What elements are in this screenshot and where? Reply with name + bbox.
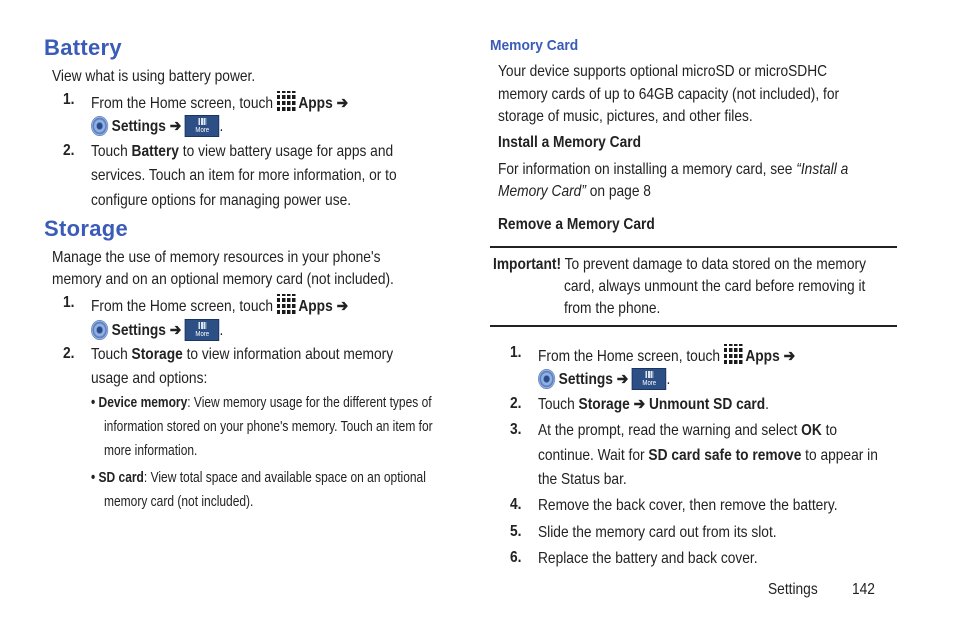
step-text: Touch bbox=[538, 396, 579, 413]
apps-grid-icon bbox=[277, 91, 296, 113]
memory-card-intro-line-3: storage of music, pictures, and other files. bbox=[498, 108, 753, 125]
remove-step-3-line-2 bbox=[538, 446, 878, 466]
remove-step-6-number: 6. bbox=[510, 549, 522, 566]
apps-label: Apps ➔ bbox=[745, 348, 796, 365]
sd-card-line-2: memory card (not included). bbox=[104, 493, 254, 510]
remove-step-3-number: 3. bbox=[510, 421, 522, 438]
footer-section: Settings bbox=[768, 581, 818, 598]
period: . bbox=[765, 396, 769, 413]
remove-step-3-line-3: the Status bar. bbox=[538, 471, 627, 488]
apps-label: Apps ➔ bbox=[298, 95, 349, 112]
storage-intro-line-1: Manage the use of memory resources in your phone's bbox=[52, 249, 381, 266]
step-text: From the Home screen, touch bbox=[538, 348, 724, 365]
important-label: Important! bbox=[493, 256, 562, 273]
settings-label: Settings ➔ bbox=[558, 371, 629, 388]
period: . bbox=[219, 322, 224, 339]
settings-gear-icon bbox=[91, 320, 108, 340]
battery-heading: Battery bbox=[44, 35, 122, 60]
remove-step-1-number: 1. bbox=[510, 344, 522, 361]
step-text: Touch bbox=[91, 143, 132, 160]
step-text: At the prompt, read the warning and select bbox=[538, 422, 802, 439]
more-icon: More bbox=[185, 319, 219, 341]
important-text: To prevent damage to data stored on the memory bbox=[561, 256, 866, 273]
important-top-rule bbox=[490, 246, 897, 248]
step-text: From the Home screen, touch bbox=[91, 298, 277, 315]
memory-card-heading: Memory Card bbox=[490, 37, 579, 54]
bullet-text: : View memory usage for the different types of bbox=[187, 394, 432, 411]
step-text: Touch bbox=[91, 346, 132, 363]
battery-step-1-line-2 bbox=[91, 115, 223, 137]
install-text-a: For information on installing a memory card, see bbox=[498, 161, 797, 178]
battery-term: Battery bbox=[131, 143, 179, 160]
battery-step-2-line-3: configure options for managing power use. bbox=[91, 192, 352, 209]
storage-intro-line-2: memory and on an optional memory card (not included). bbox=[52, 271, 394, 288]
battery-step-1-number: 1. bbox=[63, 91, 75, 108]
storage-term: Storage bbox=[131, 346, 183, 363]
battery-step-2-line-2: services. Touch an item for more information, or to bbox=[91, 167, 397, 184]
device-memory-bullet bbox=[91, 394, 432, 412]
storage-step-1-number: 1. bbox=[63, 294, 75, 311]
settings-gear-icon bbox=[91, 116, 108, 136]
install-heading: Install a Memory Card bbox=[498, 134, 642, 151]
important-line-2: card, always unmount the card before removing it bbox=[564, 278, 866, 295]
memory-card-intro-line-2: memory cards of up to 64GB capacity (not included), for bbox=[498, 86, 840, 103]
important-bottom-rule bbox=[490, 325, 897, 327]
step-text: to view information about memory bbox=[182, 346, 394, 363]
battery-step-1-text: From the Home screen, touch bbox=[91, 95, 277, 112]
ok-term: OK bbox=[801, 422, 822, 439]
remove-step-2-number: 2. bbox=[510, 395, 522, 412]
memory-card-intro-line-1: Your device supports optional microSD or microSDHC bbox=[498, 63, 828, 80]
storage-step-2-line-2: usage and options: bbox=[91, 370, 208, 387]
remove-heading: Remove a Memory Card bbox=[498, 216, 655, 233]
apps-label: Apps ➔ bbox=[298, 298, 349, 315]
step-text: to bbox=[821, 422, 838, 439]
remove-step-1 bbox=[538, 344, 795, 367]
step-text: to view battery usage for apps and bbox=[178, 143, 394, 160]
install-text-line-2 bbox=[498, 182, 651, 202]
remove-step-1-line-2 bbox=[538, 368, 670, 390]
storage-step-2 bbox=[91, 345, 393, 365]
sd-card-term: SD card bbox=[98, 469, 144, 486]
important-line-3: from the phone. bbox=[564, 300, 661, 317]
sd-card-bullet bbox=[91, 469, 426, 487]
step-text: to appear in bbox=[801, 447, 878, 464]
settings-gear-icon bbox=[538, 369, 555, 389]
battery-step-2 bbox=[91, 142, 393, 162]
storage-step-1-line-2 bbox=[91, 319, 223, 341]
unmount-path: Storage ➔ Unmount SD card bbox=[578, 396, 766, 413]
remove-step-4-number: 4. bbox=[510, 496, 522, 513]
more-icon: More bbox=[632, 368, 666, 390]
period: . bbox=[666, 371, 671, 388]
device-memory-line-3: more information. bbox=[104, 442, 198, 459]
apps-grid-icon bbox=[277, 294, 296, 316]
install-text-b: on page 8 bbox=[585, 183, 651, 200]
remove-step-6: Replace the battery and back cover. bbox=[538, 550, 758, 567]
device-memory-term: Device memory bbox=[98, 394, 188, 411]
safe-to-remove-term: SD card safe to remove bbox=[648, 447, 802, 464]
storage-step-1 bbox=[91, 294, 348, 317]
settings-label: Settings ➔ bbox=[111, 118, 182, 135]
battery-intro: View what is using battery power. bbox=[52, 68, 256, 85]
bullet-text: : View total space and available space on an optional bbox=[143, 469, 426, 486]
remove-step-5-number: 5. bbox=[510, 523, 522, 540]
more-icon: More bbox=[185, 115, 219, 137]
remove-step-4: Remove the back cover, then remove the battery. bbox=[538, 497, 838, 514]
battery-step-2-number: 2. bbox=[63, 142, 75, 159]
storage-step-2-number: 2. bbox=[63, 345, 75, 362]
step-text: continue. Wait for bbox=[538, 447, 649, 464]
remove-step-3 bbox=[538, 421, 837, 441]
storage-heading: Storage bbox=[44, 216, 129, 241]
period: . bbox=[219, 118, 224, 135]
page-number: 142 bbox=[852, 581, 875, 598]
apps-grid-icon bbox=[724, 344, 743, 366]
important-note bbox=[493, 255, 866, 275]
install-text bbox=[498, 160, 848, 180]
install-link[interactable]: “Install a bbox=[796, 161, 849, 178]
install-link[interactable]: Memory Card” bbox=[498, 183, 586, 200]
remove-step-5: Slide the memory card out from its slot. bbox=[538, 524, 777, 541]
settings-label: Settings ➔ bbox=[111, 322, 182, 339]
battery-step-1 bbox=[91, 91, 348, 114]
device-memory-line-2: information stored on your phone's memory. Touch an item for bbox=[104, 418, 433, 435]
remove-step-2 bbox=[538, 395, 769, 415]
